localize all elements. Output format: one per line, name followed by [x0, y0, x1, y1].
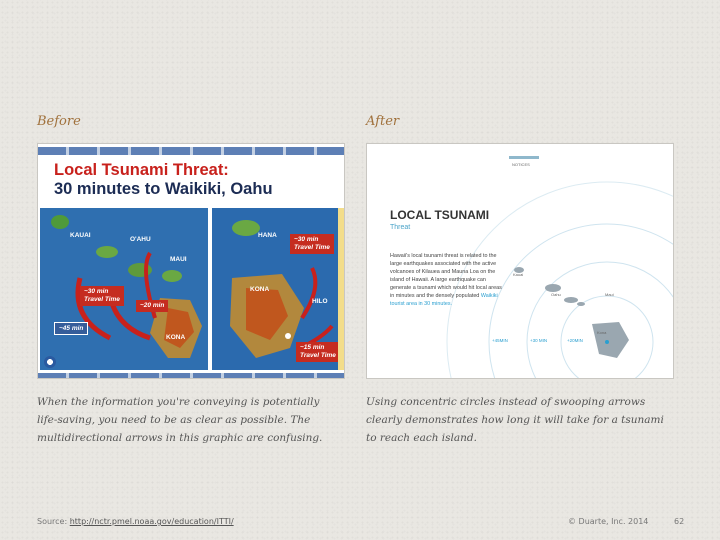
island-label: Kauai: [513, 272, 524, 277]
after-graphic-title: LOCAL TSUNAMI: [390, 208, 490, 222]
island-label: KONA: [166, 334, 186, 341]
body-highlight: Waikiki tourist area in 30 minutes.: [390, 293, 498, 307]
after-graphic-subtitle: Threat: [390, 224, 411, 231]
island-label: Kona: [597, 330, 607, 335]
travel-time-box: ~20 min: [136, 300, 168, 312]
bottom-stripe: [38, 373, 344, 379]
island-label: KAUAI: [70, 232, 91, 239]
island-label: MAUI: [170, 256, 187, 263]
before-caption: When the information you're conveying is potentially life-saving, you need to be as clear as possible. The multidirectional arrows in this graphic are confusing.: [37, 396, 323, 444]
island-label: Maui: [605, 292, 614, 297]
source-label: Source:: [37, 517, 68, 526]
island-label: KONA: [250, 286, 270, 293]
before-graphic-subtitle: 30 minutes to Waikiki, Oahu: [54, 180, 273, 198]
island-label: O'AHU: [130, 236, 151, 243]
ring-label: +45MIN: [492, 338, 508, 343]
after-caption: Using concentric circles instead of swooping arrows clearly demonstrates how long it will take for a tsunami to reach each island.: [366, 396, 664, 444]
after-graphic-body: [390, 252, 502, 308]
travel-time-box: ~45 min: [54, 322, 88, 335]
island-label: Oahu: [551, 292, 561, 297]
island-label: HILO: [312, 298, 328, 305]
side-bar: [338, 208, 345, 370]
travel-time-box: ~15 min Travel Time: [296, 342, 340, 362]
travel-time-box: ~30 min Travel Time: [80, 286, 124, 306]
top-stripe: [38, 147, 344, 155]
island-map-left: [40, 208, 208, 370]
travel-time-box: ~30 min Travel Time: [290, 234, 334, 254]
before-graphic: [37, 143, 345, 379]
before-graphic-title: Local Tsunami Threat:: [54, 161, 229, 179]
map-left-shapes: [40, 208, 208, 370]
source-line: [37, 517, 234, 526]
copyright: © Duarte, Inc. 2014: [568, 517, 649, 526]
ring-label: +20MIN: [567, 338, 583, 343]
after-graphic: [366, 143, 674, 379]
top-label: NOTICES: [512, 162, 530, 167]
body-text: Hawaii's local tsunami threat is related to the large earthquakes associated with the active volcanoes of Kilauea and Mauna Loa on the island of Hawaii. A large earthquake can generate a tsunami which would hit local areas in minutes and the densely populated: [390, 253, 502, 299]
ring-label: +30 MIN: [530, 338, 548, 343]
island-label: HANA: [258, 232, 277, 239]
before-heading: Before: [37, 114, 81, 129]
page-number: 62: [674, 517, 685, 526]
island-map-right: [212, 208, 342, 370]
noaa-logo-icon: [44, 356, 56, 368]
after-heading: After: [366, 114, 400, 129]
source-link[interactable]: http://nctr.pmel.noaa.gov/education/ITTI/: [69, 517, 234, 526]
